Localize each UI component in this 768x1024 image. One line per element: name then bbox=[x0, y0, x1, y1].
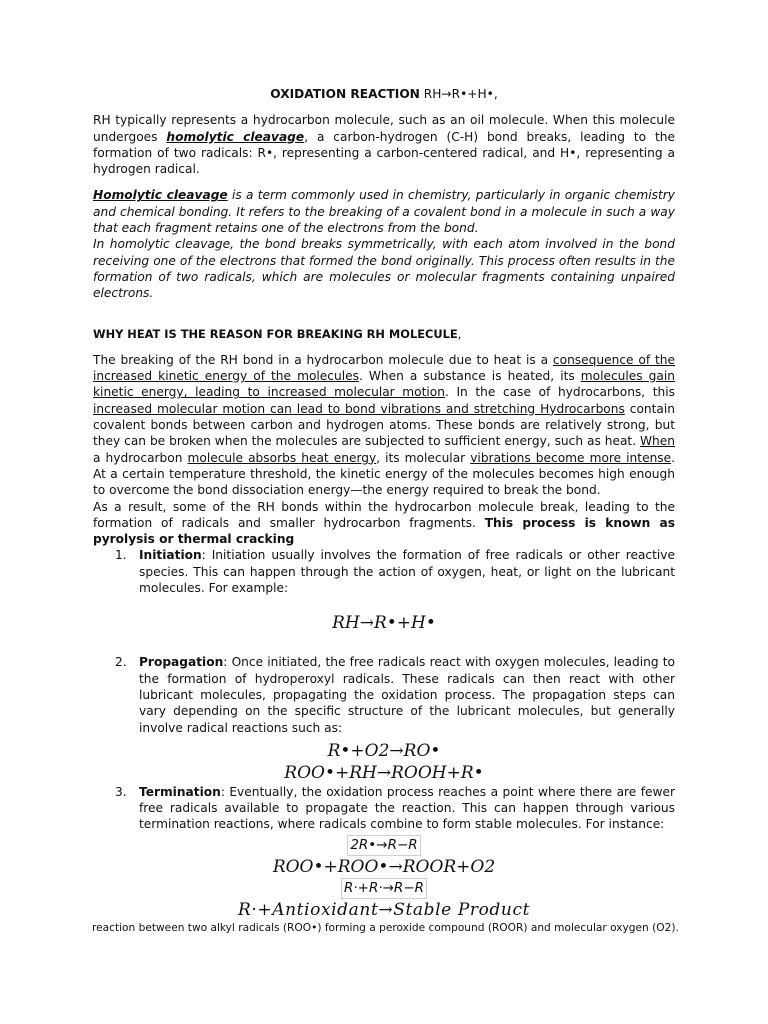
equation-termination-2: ROO•+ROO•→ROOR+O2 bbox=[272, 856, 496, 877]
result-paragraph bbox=[93, 499, 675, 548]
equation-initiation: RH→R•+H• bbox=[332, 613, 436, 634]
definition-text: is a term commonly used in chemistry, particularly in organic chemistry and chemical bonding. It refers to the breaking of a covalent bond in a molecule in such a way that each fragment retains one of the electrons from the bond. bbox=[93, 188, 675, 236]
section-heading-text: WHY HEAT IS THE REASON FOR BREAKING RH MOLECULE bbox=[93, 326, 458, 341]
heat-underline-2: molecules gain kinetic energy, leading to increased molecular motion bbox=[93, 369, 675, 400]
equation-termination-4: R·+Antioxidant→Stable Product bbox=[237, 899, 531, 920]
list-number: 1. bbox=[115, 548, 127, 563]
heat-text-7: . At a certain temperature threshold, the kinetic energy of the molecules becomes high enough to overcome the bond dissociation energy—the energy required to break the bond. bbox=[93, 450, 676, 498]
intro-text: RH typically represents a hydrocarbon molecule, such as an oil molecule. When this molecule undergoes bbox=[93, 113, 675, 144]
heat-text-1: The breaking of the RH bond in a hydrocarbon molecule due to heat is a bbox=[93, 352, 553, 367]
result-text: As a result, some of the RH bonds within the hydrocarbon molecule break, leading to the formation of radicals and smaller hydrocarbon fragments. bbox=[93, 499, 675, 530]
page-title bbox=[93, 86, 675, 102]
homolytic-cleavage-term-link[interactable]: Homolytic cleavage bbox=[93, 188, 228, 203]
step-term: Termination bbox=[139, 784, 221, 799]
section-heading bbox=[93, 326, 675, 342]
equation-termination-1-row bbox=[93, 835, 675, 856]
result-bold: This process is known as pyrolysis or thermal cracking bbox=[93, 515, 675, 547]
title-bold: OXIDATION REACTION bbox=[270, 87, 420, 101]
step-text: : Once initiated, the free radicals react with oxygen molecules, leading to the formation of hydroperoxyl radicals. These radicals can then react with other lubricant molecules, propagating the oxidation process. The propagation steps can vary depending on the specific structure of the lubricant molecules, but generally involve radical reactions such as: bbox=[139, 655, 675, 735]
heat-text-6: , its molecular bbox=[376, 450, 471, 465]
heat-text-2: . When a substance is heated, its bbox=[358, 369, 581, 384]
heat-underline-5: molecule absorbs heat energy bbox=[187, 450, 377, 465]
homolytic-cleavage-link[interactable]: homolytic cleavage bbox=[166, 129, 305, 144]
heat-underline-4: When bbox=[640, 434, 675, 449]
heat-paragraph bbox=[93, 352, 675, 499]
definition-paragraph bbox=[93, 187, 675, 236]
footnote: reaction between two alkyl radicals (ROO•) forming a peroxide compound (ROOR) and molecular oxygen (O2). bbox=[92, 921, 679, 934]
equation-termination-3-row bbox=[93, 878, 675, 899]
list-item-termination bbox=[93, 784, 675, 833]
heat-underline-1: consequence of the increased kinetic energy of the molecules bbox=[93, 352, 675, 384]
list-number: 2. bbox=[115, 655, 127, 670]
heat-underline-6: vibrations become more intense bbox=[470, 450, 672, 465]
document-page bbox=[92, 86, 679, 935]
intro-paragraph bbox=[93, 112, 675, 177]
list-item-propagation bbox=[93, 654, 675, 735]
title-formula: RH→R•+H•, bbox=[419, 87, 498, 101]
symmetry-paragraph: In homolytic cleavage, the bond breaks symmetrically, with each atom involved in the bond receiving one of the electrons that formed the bond originally. This process often results in the formation of two radicals, which are molecules or molecular fragments containing unpaired electrons. bbox=[93, 237, 675, 301]
heat-text-4: contain covalent bonds between carbon and hydrogen atoms. These bonds are relatively strong, but they can be broken when the molecules are subjected to sufficient energy, such as heat. bbox=[93, 401, 675, 449]
step-term: Initiation bbox=[139, 548, 202, 563]
equation-propagation-2: ROO•+RH→ROOH+R• bbox=[284, 762, 484, 783]
section-heading-tail: , bbox=[457, 326, 462, 341]
equation-termination-1: 2R•→R−R bbox=[347, 835, 420, 856]
equation-propagation-1: R•+O2→RO• bbox=[327, 740, 441, 761]
heat-underline-3: increased molecular motion can lead to bond vibrations and stretching Hydrocarbons bbox=[93, 401, 625, 416]
steps-list bbox=[93, 547, 675, 920]
step-text: : Initiation usually involves the formation of free radicals or other reactive species. This can happen through the action of oxygen, heat, or light on the lubricant molecules. For example: bbox=[139, 548, 675, 596]
step-text: : Eventually, the oxidation process reaches a point where there are fewer free radicals available to propagate the reaction. This can happen through various termination reactions, where radicals combine to form stable molecules. For instance: bbox=[139, 784, 675, 832]
heat-text-5: a hydrocarbon bbox=[93, 450, 188, 465]
list-number: 3. bbox=[115, 784, 127, 799]
heat-text-3: . In the case of hydrocarbons, this bbox=[444, 385, 675, 400]
list-item-initiation bbox=[93, 547, 675, 596]
intro-text-2: , a carbon-hydrogen (C-H) bond breaks, leading to the formation of two radicals: R•, representing a carbon-centered radical, and H•, representing a hydrogen radical. bbox=[93, 129, 676, 177]
step-term: Propagation bbox=[139, 655, 224, 670]
equation-termination-3: R·+R·→R−R bbox=[341, 878, 427, 899]
